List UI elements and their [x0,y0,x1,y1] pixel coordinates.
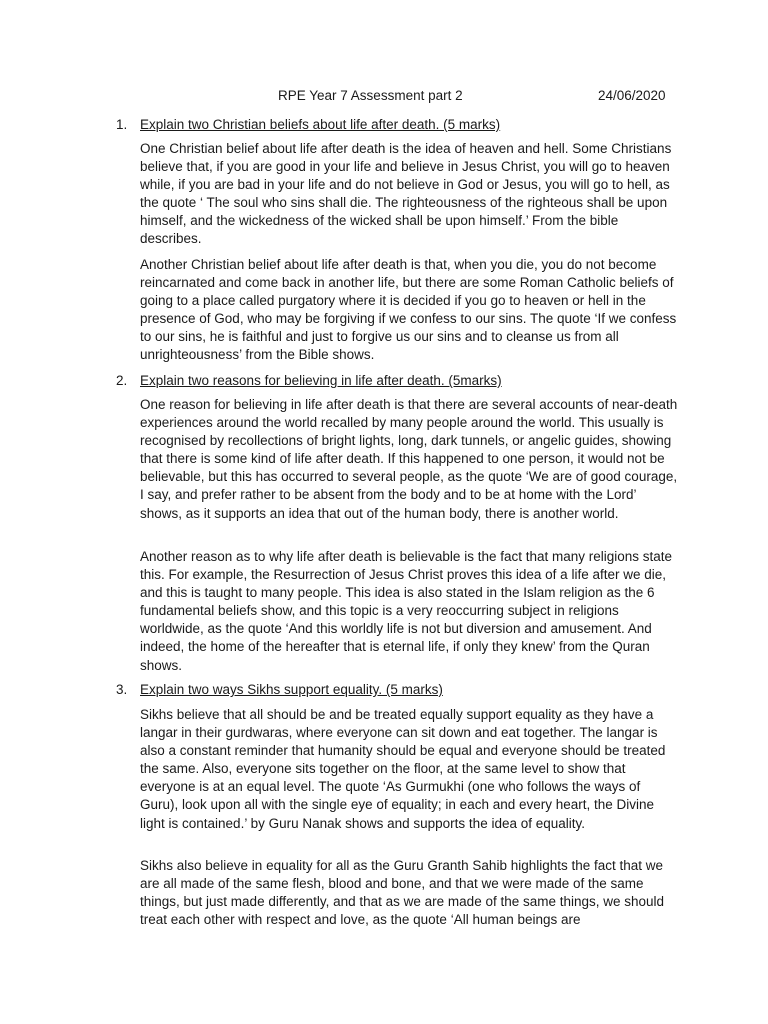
question-heading-text: Explain two reasons for believing in life after death. (5marks) [140,373,502,388]
question-heading [116,116,500,134]
document-date: 24/06/2020 [598,88,666,103]
question-number: 2. [116,373,128,388]
document-header [0,88,768,108]
answer-paragraph: Sikhs believe that all should be and be treated equally support equality as they have a langar in their gurdwaras, where everyone can sit down and eat together. The langar is also a constant reminder that humanity should be equal and everyone should be treated the same. Also, everyone sits together on the floor, at the same level to show that everyone is at an equal level. The quote ‘As Gurmukhi (one who follows the ways of Guru), look upon all with the single eye of equality; in each and every heart, the Divine light is contained.’ by Guru Nanak shows and supports the idea of equality. [140,707,666,831]
answer-paragraph: One Christian belief about life after death is the idea of heaven and hell. Some Christians believe that, if you are good in your life and believe in Jesus Christ, you will go to heaven while, if you are bad in your life and do not believe in God or Jesus, you will go to hell, as the quote ‘ The soul who sins shall die. The righteousness of the righteous shall be upon himself, and the wickedness of the wicked shall be upon himself.’ From the bible describes. [140,141,672,247]
answer-paragraph: Another Christian belief about life after death is that, when you die, you do not become reincarnated and come back in another life, but there are some Roman Catholic beliefs of going to a place called purgatory where it is decided if you go to heaven or hell in the presence of God, who may be forgiving if we confess to our sins. The quote ‘If we confess to our sins, he is faithful and just to forgive us our sins and to cleanse us from all unrighteousness’ from the Bible shows. [140,257,677,363]
question-number: 3. [116,682,128,697]
question-heading [116,372,502,390]
answer-paragraph: Sikhs also believe in equality for all as the Guru Granth Sahib highlights the fact that we are all made of the same flesh, blood and bone, and that we were made of the same things, but just made differently, and that as we are made of the same things, we should treat each other with respect and love, as the quote ‘All human beings are [140,858,665,928]
question-heading [116,681,443,699]
question-heading-text: Explain two ways Sikhs support equality. (5 marks) [140,682,443,697]
answer-paragraph: Another reason as to why life after death is believable is the fact that many religions state this. For example, the Resurrection of Jesus Christ proves this idea of a life after we die, and this is taught to many people. This idea is also stated in the Islam religion as the 6 fundamental beliefs show, and this topic is a very reoccurring subject in religions worldwide, as the quote ‘And this worldly life is not but diversion and amusement. And indeed, the home of the hereafter that is eternal life, if only they knew’ from the Quran shows. [140,549,673,673]
question-number: 1. [116,117,128,132]
document-title: RPE Year 7 Assessment part 2 [278,88,463,103]
answer-paragraph: One reason for believing in life after death is that there are several accounts of near-death experiences around the world recalled by many people around the world. This usually is recognised by recollections of bright lights, long, dark tunnels, or angelic guides, showing that there is some kind of life after death. If this happened to one person, it would not be believable, but this has occurred to several people, as the quote ‘We are of good courage, I say, and prefer rather to be absent from the body and to be at home with the Lord’ shows, as it supports an idea that out of the human body, there is another world. [140,397,678,521]
question-heading-text: Explain two Christian beliefs about life after death. (5 marks) [140,117,501,132]
